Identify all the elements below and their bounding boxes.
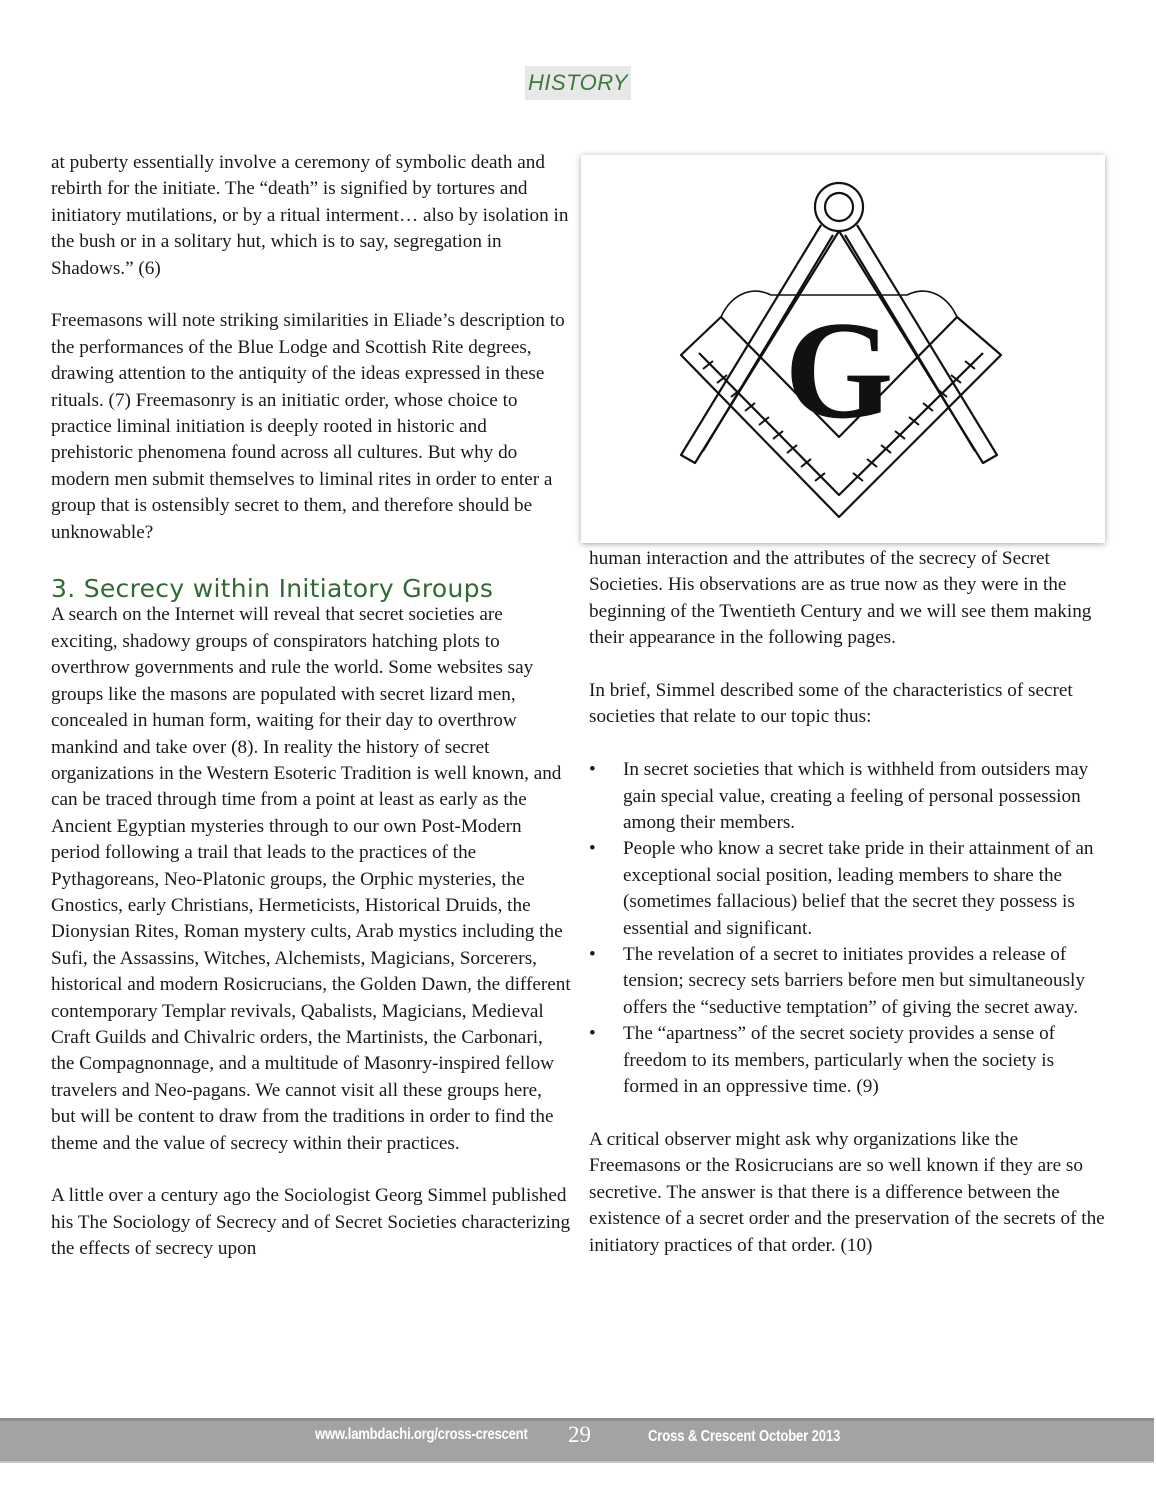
paragraph: human interaction and the attributes of the secrecy of Secret Societies. His observations are as true now as they were in the beginning of the Twentieth Century and we will see them making their appearance in the following pages. [589, 548, 1092, 649]
list-item: • People who know a secret take pride in their attainment of an exceptional social position, leading members to share the (sometimes fallacious) belief that the secret they possess is essential and significant. [589, 836, 1109, 942]
footer-url-link[interactable]: www.lambdachi.org/cross-crescent [315, 1426, 528, 1443]
list-item: • The “apartness” of the secret society provides a sense of freedom to its members, particularly when the society is formed in an oppressive time. (9) [589, 1021, 1109, 1100]
bullet-list [589, 757, 1109, 1100]
right-column [589, 546, 1109, 1259]
figure-letter: G [784, 293, 894, 448]
list-item: • The revelation of a secret to initiates provides a release of tension; secrecy sets barriers before men but simultaneously offers the “seductive temptation” of giving the secret away. [589, 942, 1109, 1021]
paragraph: A search on the Internet will reveal that secret societies are exciting, shadowy groups of conspirators hatching plots to overthrow governments and rule the world. Some websites say groups like the masons are populated with secret lizard men, concealed in human form, waiting for their day to overthrow mankind and take over (8). In reality the history of secret organizations in the Western Esoteric Tradition is well known, and can be traced through time from a point at least as early as the Ancient Egyptian mysteries through to our own Post-Modern period following a trail that leads to the practices of the Pythagoreans, Neo-Platonic groups, the Orphic mysteries, the Gnostics, early Christians, Hermeticists, Historical Druids, the Dionysian Rites, Roman mystery cults, Arab mystics including the Sufi, the Assassins, Witches, Alchemists, Magicians, Sorcerers, historical and modern Rosicrucians, the Golden Dawn, the different contemporary Templar revivals, Qabalists, Magicians, Medieval Craft Guilds and Chivalric orders, the Martinists, the Carbonari, the Compagnonnage, and a multitude of Masonry-inspired fellow travelers and Neo-pagans. We cannot visit all these groups here, but will be content to draw from the traditions in order to find the theme and the value of secrecy within their practices. [51, 604, 571, 1154]
square-and-compasses-icon [581, 155, 1105, 543]
left-column [51, 150, 571, 1263]
square-and-compasses-figure [581, 155, 1105, 543]
section-tag: HISTORY [525, 66, 631, 100]
paragraph: A critical observer might ask why organizations like the Freemasons or the Rosicrucians are so well known if they are so secretive. The answer is that there is a difference between the existence of a secret order and the preservation of the secrets of the initiatory practices of that order. (10) [589, 1128, 1105, 1256]
paragraph: Freemasons will note striking similarities in Eliade’s description to the performances of the Blue Lodge and Scottish Rite degrees, drawing attention to the antiquity of the ideas expressed in these rituals. (7) Freemasonry is an initiatic order, whose choice to practice liminal initiation is deeply rooted in historic and prehistoric phenomena found across all cultures. But why do modern men submit themselves to liminal rites in order to enter a group that is ostensibly secret to them, and therefore should be unknowable? [51, 310, 565, 543]
page-number: 29 [568, 1422, 591, 1447]
paragraph: A little over a century ago the Sociologist Georg Simmel published his The Sociology of Secrecy and of Secret Societies characterizing the effects of secrecy upon [51, 1185, 571, 1260]
paragraph: In brief, Simmel described some of the characteristics of secret societies that relate to our topic thus: [589, 680, 1073, 728]
paragraph: at puberty essentially involve a ceremony of symbolic death and rebirth for the initiate. The “death” is signified by tortures and initiatory mutilations, or by a ritual interment… also by isolation in the bush or in a solitary hut, which is to say, segregation in Shadows.” (6) [51, 152, 569, 279]
publication-name: Cross & Crescent October 2013 [648, 1428, 841, 1445]
section-heading: 3. Secrecy within Initiatory Groups [51, 574, 494, 604]
list-item: • In secret societies that which is withheld from outsiders may gain special value, creating a feeling of personal possession among their members. [589, 757, 1109, 836]
